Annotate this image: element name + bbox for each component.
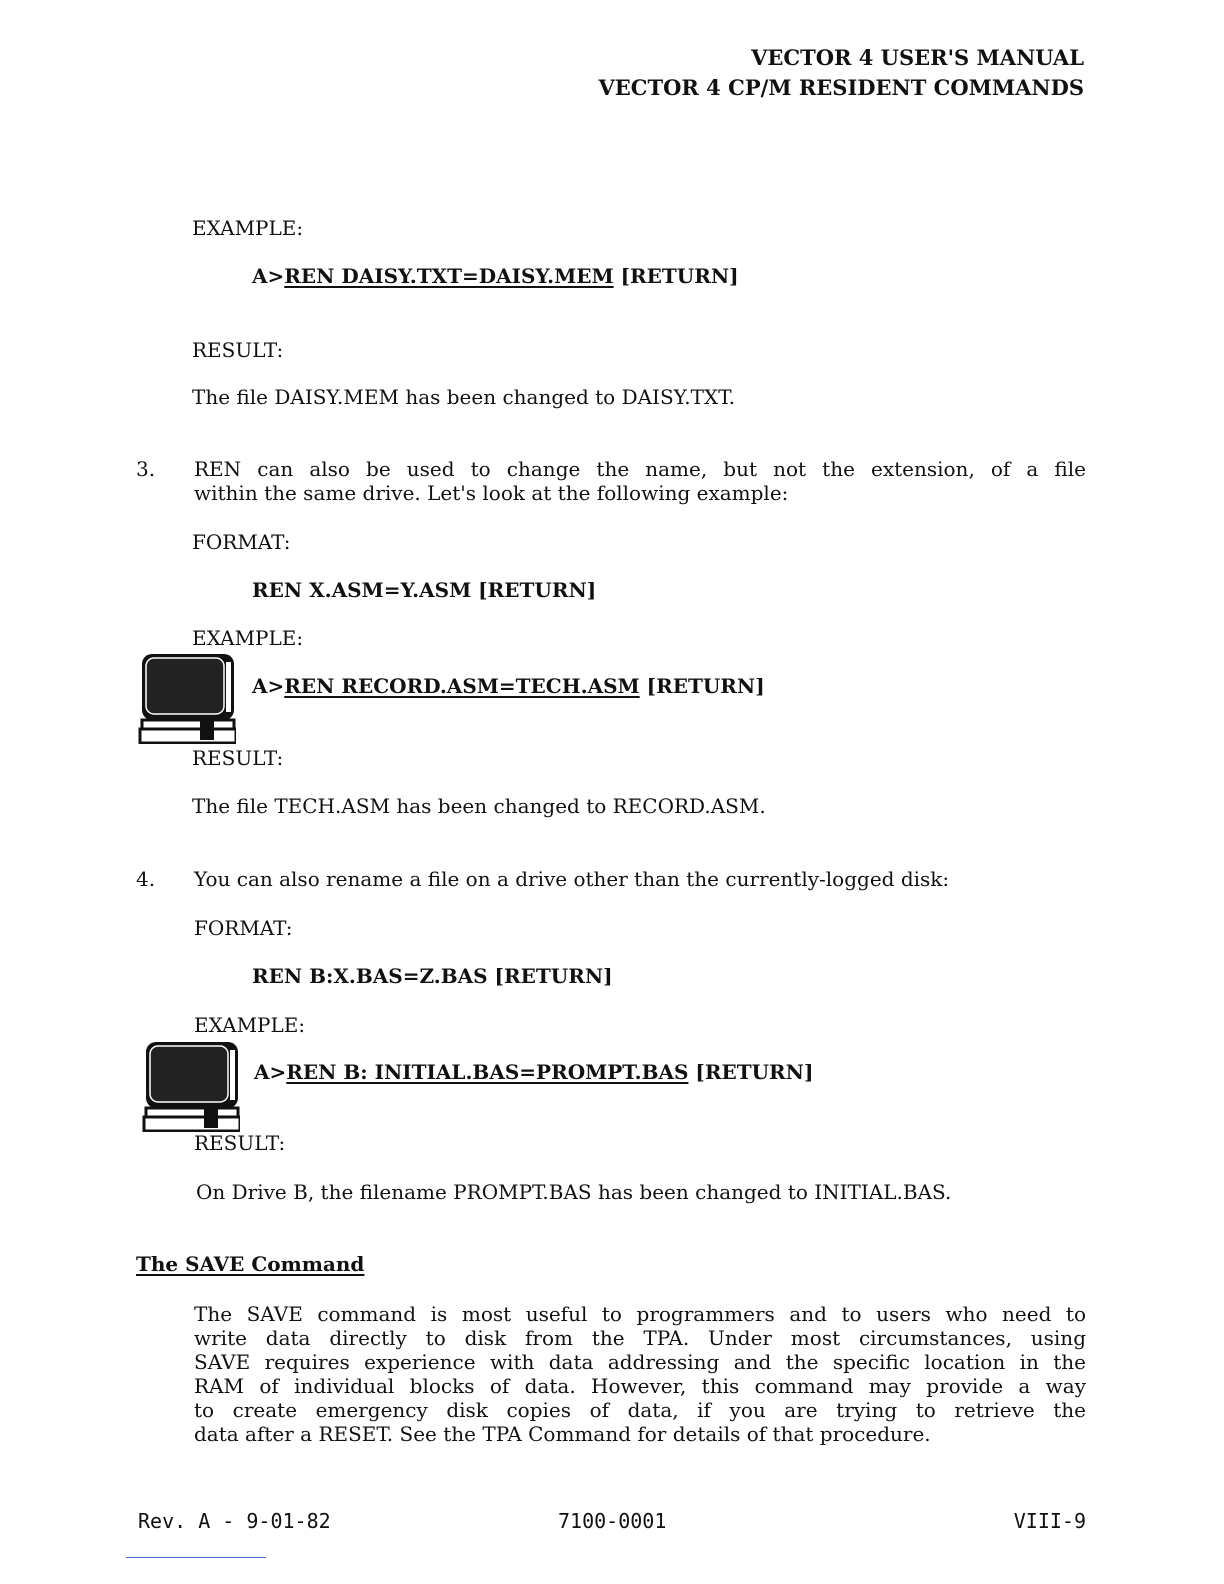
header-section-title: VECTOR 4 CP/M RESIDENT COMMANDS — [598, 75, 1084, 100]
footer-revision: Rev. A - 9-01-82 — [138, 1509, 331, 1533]
result-label: RESULT: — [194, 1131, 286, 1155]
format-label: FORMAT: — [192, 530, 291, 554]
item-text-line: REN can also be used to change the name, but not the extension, of a file — [194, 457, 1086, 481]
paragraph-line: to create emergency disk copies of data, if you are trying to retrieve the — [194, 1398, 1086, 1422]
header-manual-title: VECTOR 4 USER'S MANUAL — [751, 45, 1084, 70]
example-command-line — [254, 1060, 813, 1084]
format-command: REN X.ASM=Y.ASM [RETURN] — [252, 578, 597, 602]
paragraph-line: SAVE requires experience with data addressing and the specific location in the — [194, 1350, 1086, 1374]
paragraph-line: data after a RESET. See the TPA Command for details of that procedure. — [194, 1422, 931, 1446]
terminal-icon — [142, 1040, 240, 1132]
result-label: RESULT: — [192, 338, 284, 362]
item-text-line: within the same drive. Let's look at the following example: — [194, 481, 789, 505]
terminal-icon — [138, 652, 236, 744]
paragraph-line: The SAVE command is most useful to programmers and to users who need to — [194, 1302, 1086, 1326]
example-command-line — [252, 264, 739, 288]
result-text: The file DAISY.MEM has been changed to DAISY.TXT. — [192, 385, 735, 409]
command-text: REN RECORD.ASM=TECH.ASM — [284, 674, 640, 698]
command-prompt: A> — [252, 264, 285, 288]
paragraph-line: write data directly to disk from the TPA. Under most circumstances, using — [194, 1326, 1086, 1350]
example-command-line — [252, 674, 765, 698]
save-description — [194, 1302, 1086, 1446]
list-number: 3. — [136, 457, 156, 481]
section-heading: The SAVE Command — [136, 1252, 365, 1276]
result-text: On Drive B, the filename PROMPT.BAS has been changed to INITIAL.BAS. — [196, 1180, 952, 1204]
format-command: REN B:X.BAS=Z.BAS [RETURN] — [252, 964, 613, 988]
command-text: REN B: INITIAL.BAS=PROMPT.BAS — [286, 1060, 689, 1084]
footer-doc-number: 7100-0001 — [558, 1509, 667, 1533]
command-prompt: A> — [252, 674, 285, 698]
list-number: 4. — [136, 867, 156, 891]
command-prompt: A> — [254, 1060, 287, 1084]
scan-artifact-line — [126, 1557, 266, 1558]
return-key: [RETURN] — [620, 264, 739, 288]
result-text: The file TECH.ASM has been changed to RECORD.ASM. — [192, 794, 766, 818]
return-key: [RETURN] — [695, 1060, 814, 1084]
result-label: RESULT: — [192, 746, 284, 770]
paragraph-line: RAM of individual blocks of data. However, this command may provide a way — [194, 1374, 1086, 1398]
item-text — [194, 457, 1086, 505]
item-text: You can also rename a file on a drive other than the currently-logged disk: — [194, 867, 950, 891]
return-key: [RETURN] — [646, 674, 765, 698]
footer-page-number: VIII-9 — [1013, 1509, 1086, 1533]
format-label: FORMAT: — [194, 916, 293, 940]
example-label: EXAMPLE: — [192, 216, 304, 240]
example-label: EXAMPLE: — [192, 626, 304, 650]
example-label: EXAMPLE: — [194, 1013, 306, 1037]
command-text: REN DAISY.TXT=DAISY.MEM — [284, 264, 614, 288]
